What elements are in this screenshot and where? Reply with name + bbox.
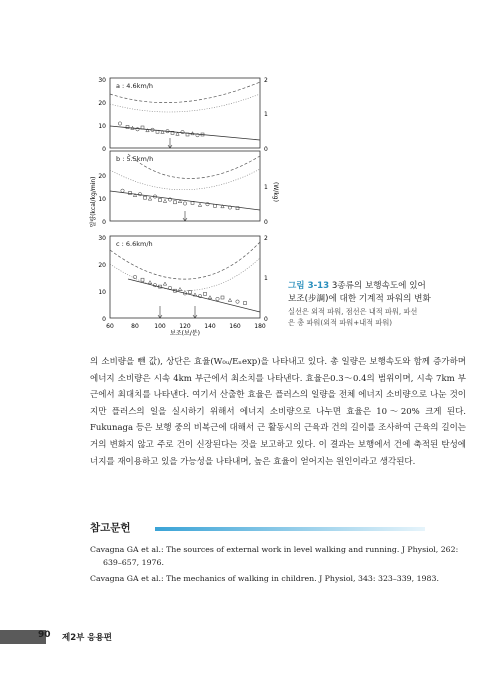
panel-c-data-point — [221, 296, 224, 299]
panel-c-data-point — [178, 288, 181, 291]
xtick-160: 160 — [229, 323, 241, 330]
caption-description — [288, 306, 468, 328]
panel-c-data-point — [163, 282, 166, 285]
panel-c-external-power-line — [128, 279, 260, 312]
panel-a-data-point — [136, 128, 139, 131]
tick-a-30: 30 — [98, 77, 106, 84]
body-paragraph: 의 소비량을 뺀 값), 상단은 효율(W₀ᵤ/Eₙexp)을 나타내고 있다. 총 일량은 보행속도와 함께 증가하며 에너지 소비량은 시속 4km 부근에서 최소치를 나타낸다. 효율은0.3～0.4의 범위이며, 시속 7km 부근에서 최대치를 나타낸다. 여기서 산출한 효율은 플러스의 일량을 전체 에너지 소비량으로 나눈 것이지만 플러스의 일을 실시하기 위해서 에너지 소비량으로 나누면 효율은 10～20% 크게 된다. Fukunaga 등은 보행 중의 비복근에 대해서 근 활동시의 근육과 건의 길이를 조사하여 근육의 길이는 거의 변화지 않고 주로 건이 신장된다는 것을 보고하고 있다. 이 결과는 보행에서 건에 축적된 탄성에너지를 재이용하고 있을 가능성을 나타내며, 높은 효율이 얻어지는 원인이라고 생각된다. — [90, 357, 466, 467]
references-heading: 참고문헌 — [90, 522, 131, 534]
panel-c-data-point — [228, 298, 231, 301]
panel-a-label: a : 4.6km/h — [116, 82, 154, 90]
rtick-c-2: 2 — [264, 235, 268, 242]
y-right-axis-label: (W/kg) — [272, 182, 279, 202]
xtick-60: 60 — [106, 323, 114, 330]
references-list — [90, 544, 470, 588]
y-left-axis-label: 일량(kcal/kg/min) — [90, 176, 97, 228]
panel-c-minimum-arrow-2 — [193, 306, 197, 318]
caption-figure-number: 그림 3-13 — [288, 281, 330, 291]
tick-c-20: 20 — [98, 262, 106, 269]
panel-c-data-point — [204, 292, 207, 295]
tick-c-10: 10 — [98, 289, 106, 296]
figure-svg — [88, 74, 278, 336]
xtick-80: 80 — [131, 323, 139, 330]
caption-desc-line1: 실선은 외적 파워, 점선은 내적 파워, 파선 — [288, 307, 418, 316]
panel-a-data-point — [181, 130, 184, 133]
panel-c-minimum-arrow-1 — [158, 306, 162, 318]
panel-c-data-point — [216, 297, 219, 300]
rtick-c-1: 1 — [264, 275, 268, 282]
panel-c-data-point — [244, 302, 247, 305]
panel-b-data-point — [138, 193, 141, 196]
panel-b-data-point — [163, 199, 166, 202]
rtick-c-0: 0 — [264, 316, 268, 323]
reference-item: Cavagna GA et al.: The sources of external work in level walking and running. J Physiol, 262: 639–657, 1976. — [90, 545, 459, 567]
panel-c-internal-power-curve — [110, 258, 260, 291]
panel-b-external-power-line — [110, 191, 260, 210]
rtick-a-0: 0 — [264, 146, 268, 153]
body-text — [90, 354, 466, 470]
footer-bar — [0, 643, 46, 644]
tick-b-20: 20 — [98, 173, 106, 180]
page-number: 90 — [38, 630, 51, 640]
panel-b-data-point — [174, 201, 177, 204]
panel-b-data-point — [183, 202, 186, 205]
caption-title-line1: 3종류의 보행속도에 있어 — [331, 281, 426, 291]
panel-a-internal-power-curve — [110, 94, 260, 112]
footer-section-title: 제2부 응용편 — [62, 633, 112, 643]
xtick-180: 180 — [254, 323, 266, 330]
xtick-140: 140 — [204, 323, 216, 330]
caption-desc-line2: 은 총 파워(외적 파워+내적 파워) — [288, 318, 393, 327]
rtick-a-2: 2 — [264, 77, 268, 84]
panel-b-data-point — [121, 189, 124, 192]
tick-c-0: 0 — [102, 316, 106, 323]
tick-b-0: 0 — [102, 219, 106, 226]
panel-a-data-point — [118, 122, 121, 125]
reference-item: Cavagna GA et al.: The mechanics of walking in children. J Physiol, 343: 323–339, 1983. — [90, 573, 439, 583]
panel-b-label: b : 5.5km/h — [116, 155, 154, 163]
xtick-120: 120 — [179, 323, 191, 330]
tick-a-10: 10 — [98, 123, 106, 130]
panel-b-internal-power-curve — [110, 169, 260, 190]
panel-a-external-power-line — [110, 126, 260, 140]
references-divider — [155, 527, 425, 531]
tick-a-0: 0 — [102, 146, 106, 153]
caption-title — [288, 280, 468, 305]
figure-caption — [288, 280, 468, 328]
tick-a-20: 20 — [98, 100, 106, 107]
panel-c-data-point — [133, 275, 136, 278]
tick-b-10: 10 — [98, 196, 106, 203]
x-axis-label: 보조(보/분) — [170, 330, 200, 337]
xtick-100: 100 — [154, 323, 166, 330]
tick-c-30: 30 — [98, 235, 106, 242]
panel-b-minimum-arrow — [183, 211, 187, 221]
rtick-b-1: 1 — [264, 184, 268, 191]
panel-b-data-point — [148, 197, 151, 200]
rtick-b-0: 0 — [264, 219, 268, 226]
rtick-a-1: 1 — [264, 111, 268, 118]
panel-c-data-point — [148, 281, 151, 284]
caption-title-line2: 보조(步調)에 대한 기계적 파워의 변화 — [288, 293, 431, 304]
panel-c-data-point — [189, 291, 192, 294]
panel-b-data-point — [144, 196, 147, 199]
panel-c-label: c : 6.6km/h — [116, 240, 153, 248]
mechanical-power-figure — [88, 74, 278, 336]
panel-b-data-point — [159, 199, 162, 202]
panel-c-data-point — [208, 296, 211, 299]
panel-c-data-point — [141, 278, 144, 281]
data-points-layer — [118, 122, 246, 305]
panel-a-minimum-arrow — [168, 138, 172, 148]
panel-b-data-point — [198, 203, 201, 206]
panel-c-data-point — [236, 300, 239, 303]
